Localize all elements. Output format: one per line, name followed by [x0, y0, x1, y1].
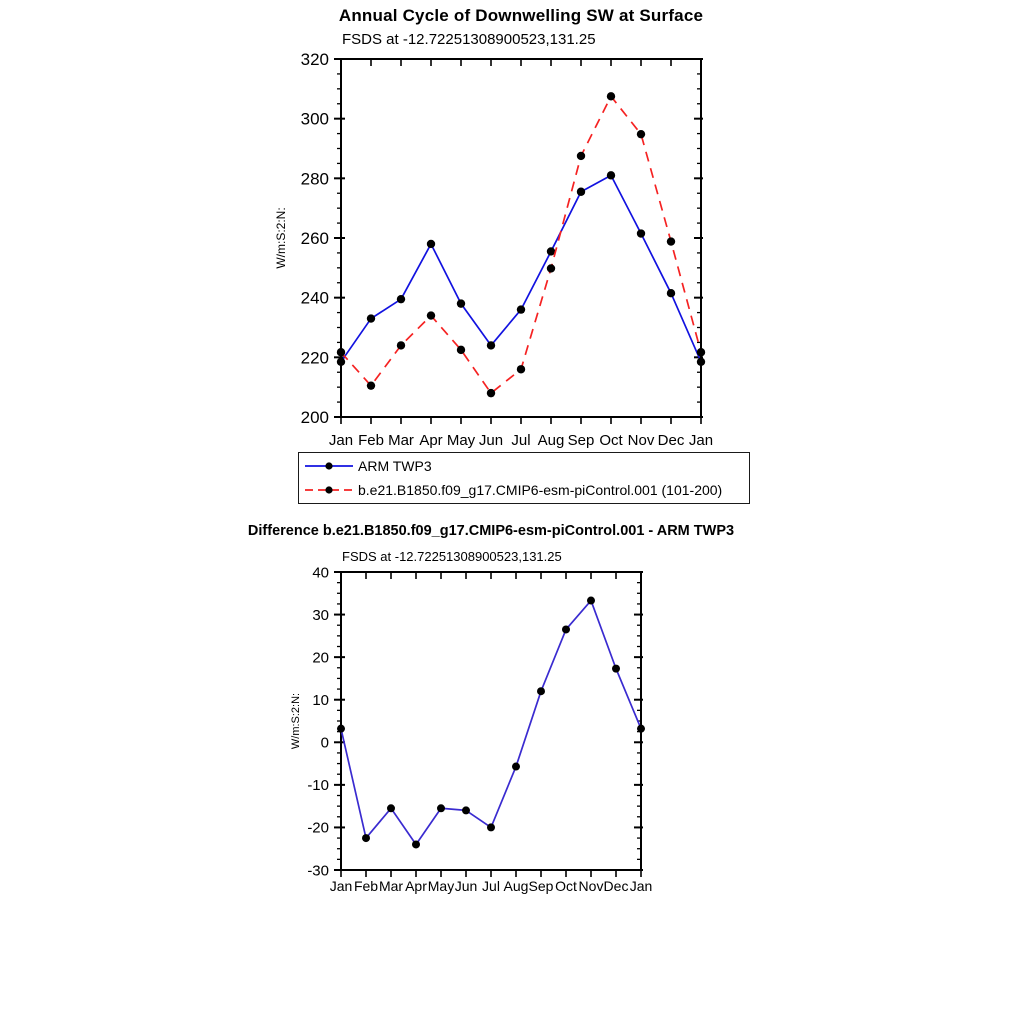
data-point-marker: [607, 92, 615, 100]
x-tick-label: Aug: [537, 432, 565, 449]
data-point-marker: [457, 346, 465, 354]
data-point-marker: [517, 305, 525, 313]
x-tick-label: Oct: [555, 878, 577, 894]
legend-item-obs: [303, 454, 749, 478]
x-tick-label: Mar: [388, 432, 414, 449]
legend-marker-dot: [325, 462, 332, 469]
data-point-marker: [337, 358, 345, 366]
data-point-marker: [587, 597, 595, 605]
y-tick-label: -30: [307, 862, 329, 880]
x-tick-label: Apr: [419, 432, 443, 449]
x-tick-label: Feb: [353, 878, 379, 894]
data-point-marker: [387, 804, 395, 812]
y-tick-label: 240: [300, 288, 329, 308]
data-point-marker: [637, 725, 645, 733]
y-tick-label: 300: [300, 109, 329, 129]
data-point-marker: [667, 289, 675, 297]
legend-item-model: [303, 478, 749, 502]
data-point-marker: [337, 725, 345, 733]
data-point-marker: [697, 358, 705, 366]
bottom-chart-subtitle: FSDS at -12.72251308900523,131.25: [342, 549, 562, 564]
top-chart-title: Annual Cycle of Downwelling SW at Surface: [338, 6, 704, 25]
y-axis-label: W/m:S:2:N:: [290, 692, 302, 750]
x-tick-label: Feb: [358, 432, 384, 449]
legend-line-sample-red-dashed: [303, 484, 355, 496]
data-point-marker: [512, 763, 520, 771]
x-tick-label: Mar: [378, 878, 404, 894]
y-tick-label: 20: [312, 649, 329, 667]
x-tick-label: Sep: [567, 432, 595, 449]
plot-border: [341, 59, 701, 417]
legend-marker-dot: [325, 486, 332, 493]
data-point-marker: [337, 348, 345, 356]
x-tick-label: Jan: [688, 432, 714, 449]
y-tick-label: 0: [320, 734, 329, 752]
data-point-marker: [562, 625, 570, 633]
series-line-0: [341, 601, 641, 845]
data-point-marker: [427, 240, 435, 248]
x-tick-label: Dec: [603, 878, 629, 894]
y-tick-label: 280: [300, 169, 329, 189]
data-point-marker: [577, 152, 585, 160]
data-point-marker: [397, 341, 405, 349]
x-tick-label: Jul: [511, 432, 531, 449]
data-point-marker: [457, 299, 465, 307]
x-tick-label: Jul: [482, 878, 500, 894]
data-point-marker: [412, 840, 420, 848]
x-tick-label: Jun: [454, 878, 478, 894]
y-tick-label: 220: [300, 348, 329, 368]
data-point-marker: [487, 823, 495, 831]
x-tick-label: Sep: [528, 878, 554, 894]
data-point-marker: [547, 264, 555, 272]
x-tick-label: Aug: [503, 878, 529, 894]
y-tick-label: -10: [307, 777, 329, 795]
x-tick-label: Nov: [578, 878, 604, 894]
y-tick-label: 40: [312, 564, 329, 582]
series-line-0: [341, 175, 701, 361]
data-point-marker: [487, 341, 495, 349]
x-tick-label: May: [427, 878, 455, 894]
data-point-marker: [437, 804, 445, 812]
data-point-marker: [487, 389, 495, 397]
x-tick-label: Oct: [599, 432, 623, 449]
y-tick-label: 200: [300, 407, 329, 427]
data-point-marker: [427, 311, 435, 319]
legend-label-model: b.e21.B1850.f09_g17.CMIP6-esm-piControl.001 (101-200): [358, 482, 723, 498]
data-point-marker: [637, 130, 645, 138]
x-tick-label: Jan: [328, 432, 354, 449]
data-point-marker: [637, 229, 645, 237]
data-point-marker: [517, 365, 525, 373]
x-tick-label: Nov: [627, 432, 655, 449]
data-point-marker: [367, 381, 375, 389]
data-point-marker: [537, 687, 545, 695]
data-point-marker: [607, 171, 615, 179]
legend-line-sample-blue-solid: [303, 460, 355, 472]
y-tick-label: 10: [312, 691, 329, 709]
x-tick-label: Jan: [329, 878, 353, 894]
x-tick-label: Dec: [657, 432, 685, 449]
y-tick-label: 320: [300, 49, 329, 69]
y-axis-label: W/m:S:2:N:: [274, 207, 288, 269]
y-tick-label: -20: [307, 819, 329, 837]
data-point-marker: [362, 834, 370, 842]
legend-box: [298, 452, 750, 504]
data-point-marker: [397, 295, 405, 303]
y-tick-label: 30: [312, 606, 329, 624]
bottom-chart-title: Difference b.e21.B1850.f09_g17.CMIP6-esm-piControl.001 - ARM TWP3: [247, 523, 735, 539]
data-point-marker: [612, 665, 620, 673]
data-point-marker: [577, 188, 585, 196]
data-point-marker: [667, 237, 675, 245]
x-tick-label: Jan: [629, 878, 653, 894]
data-point-marker: [697, 348, 705, 356]
data-point-marker: [462, 806, 470, 814]
top-chart-subtitle: FSDS at -12.72251308900523,131.25: [342, 31, 596, 48]
x-tick-label: Jun: [478, 432, 504, 449]
x-tick-label: Apr: [405, 878, 427, 894]
x-tick-label: May: [446, 432, 476, 449]
data-point-marker: [367, 314, 375, 322]
legend-label-obs: ARM TWP3: [358, 458, 432, 474]
y-tick-label: 260: [300, 228, 329, 248]
